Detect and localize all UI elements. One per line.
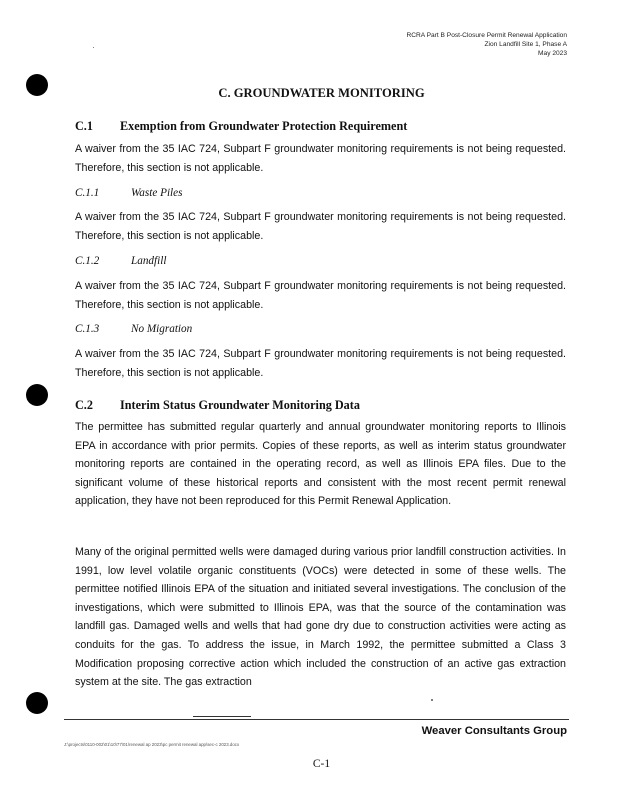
subsection-heading-c1-1 — [75, 187, 182, 199]
header-document-title: RCRA Part B Post-Closure Permit Renewal Application — [406, 32, 567, 39]
subsection-title: Waste Piles — [131, 187, 183, 199]
section-c1-text: A waiver from the 35 IAC 724, Subpart F groundwater monitoring requirements is not being requested. Therefore, this section is not applicable. — [75, 143, 566, 174]
section-heading-c1 — [75, 119, 407, 134]
subsection-heading-c1-3 — [75, 323, 192, 335]
subsection-heading-c1-2 — [75, 255, 166, 267]
section-title: Exemption from Groundwater Protection Requirement — [120, 119, 408, 133]
page-number: C-1 — [312, 758, 331, 770]
section-number: C.2 — [75, 398, 93, 412]
section-heading-c2 — [75, 398, 360, 413]
section-c2-paragraph-2: Many of the original permitted wells were damaged during various prior landfill construction activities. In 1991, low level volatile organic constituents (VOCs) were detected in some of these wells. The permittee notified Illinois EPA of the situation and initiated several investigations. The conclusion of the investigations, which were submitted to Illinois EPA, was that the source of the contamination was landfill gas. Damaged wells and wells that had gone dry due to construction activities were acting as conduits for the gas. To address the issue, in March 1992, the permittee submitted a Class 3 Modification proposing corrective action which included the construction of an active gas extraction system at the site. The gas extraction — [75, 546, 566, 689]
scan-speck — [431, 699, 433, 701]
section-title: Interim Status Groundwater Monitoring Data — [120, 398, 360, 412]
subsection-title: No Migration — [131, 323, 193, 335]
subsection-number: C.1.1 — [75, 187, 100, 199]
footer-rule-mark — [193, 716, 251, 717]
subsection-number: C.1.2 — [75, 255, 100, 267]
running-header — [406, 31, 567, 59]
section-c2-paragraph-1: The permittee has submitted regular quarterly and annual groundwater monitoring reports to Illinois EPA in accordance with prior permits. Copies of these reports, as well as interim status groundwater monitoring reports are contained in the operating record, as well as Illinois EPA files. Due to the significant volume of these historical reports and consistent with the most recent permit renewal application, they have not been reproduced for this Permit Renewal Application. — [75, 421, 566, 508]
punch-hole-bottom — [26, 692, 48, 714]
subsection-c1-2-text: A waiver from the 35 IAC 724, Subpart F groundwater monitoring requirements is not being requested. Therefore, this section is not applicable. — [75, 280, 566, 311]
header-site-name: Zion Landfill Site 1, Phase A — [484, 41, 567, 49]
footer-rule — [64, 719, 569, 720]
punch-hole-middle — [26, 384, 48, 406]
subsection-title: Landfill — [131, 255, 167, 267]
footer-file-path: J:\projects\0110-002\01\10\77\01\renewal ap 2023\pc permit renewal app\sec-c 2023.docx — [64, 742, 240, 747]
section-number: C.1 — [75, 119, 93, 133]
subsection-c1-3-text: A waiver from the 35 IAC 724, Subpart F groundwater monitoring requirements is not being requested. Therefore, this section is not applicable. — [75, 348, 566, 379]
chapter-title: C. GROUNDWATER MONITORING — [218, 86, 425, 100]
footer-company-name: Weaver Consultants Group — [421, 725, 567, 737]
scan-speck — [93, 47, 94, 48]
subsection-number: C.1.3 — [75, 323, 100, 335]
subsection-c1-1-text: A waiver from the 35 IAC 724, Subpart F groundwater monitoring requirements is not being requested. Therefore, this section is not applicable. — [75, 211, 566, 242]
header-date: May 2023 — [538, 50, 567, 58]
